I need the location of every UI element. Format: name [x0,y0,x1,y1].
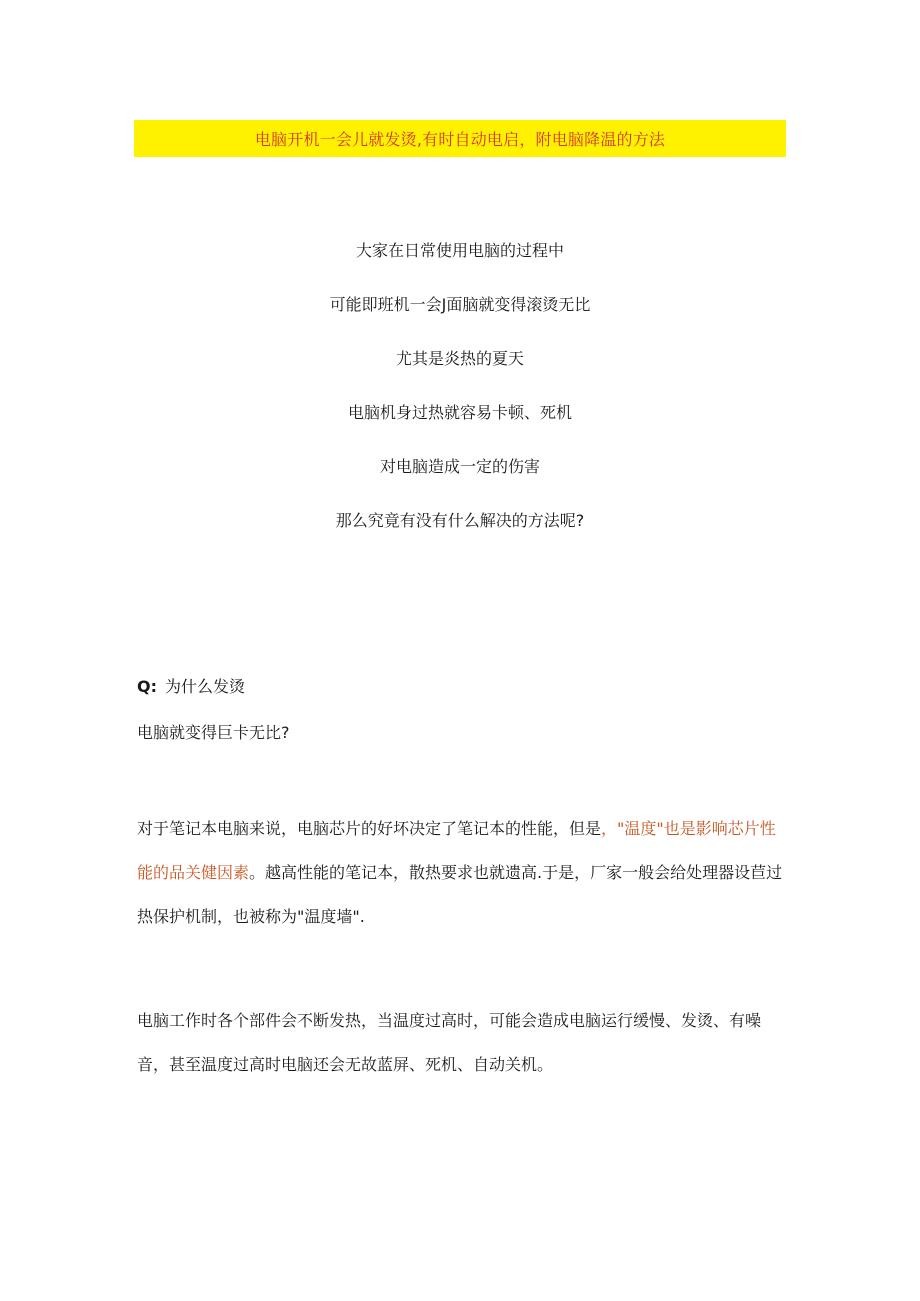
paragraph-2: 电脑工作时各个部件会不断发热，当温度过高时，可能会造成电脑运行缓慢、发烫、有噪音，甚至温度过高时电脑还会无故蓝屏、死机、自动关机。 [137,1011,762,1074]
intro-line-3: 尤其是炎热的夏天 [395,349,524,368]
question-line-2: 电脑就变得巨卡无比? [137,723,290,742]
question-line-1: 为什么发烫 [165,677,246,696]
page-title: 电脑开机一会儿就发烫,有时自动电启，附电脑降温的方法 [254,130,666,149]
intro-line-1: 大家在日常使用电脑的过程中 [355,241,564,260]
paragraph-1 [137,807,789,939]
title-banner [134,120,786,157]
intro-line-2: 可能即班机一会J面脑就变得滚烫无比 [329,295,591,314]
intro-line-5: 对电脑造成一定的伤害 [379,457,540,476]
question-mark-label: Q: [137,677,157,696]
paragraph-1-highlight: ，"温度"也是影响芯片性能的品关健因素 [137,819,776,882]
question-heading [137,677,245,697]
intro-line-6: 那么究竟有没有什么解决的方法呢? [335,511,585,530]
paragraph-1-part-2: 。越高性能的笔记本，散热要求也就遗高.于是，厂家一般会给处理器设苣过热保护机制，也被称为"温度墙". [137,863,783,926]
intro-line-4: 电脑机身过热就容易卡顿、死机 [347,403,572,422]
paragraph-1-part-1: 对于笔记本电脑来说，电脑芯片的好坏决定了笔记本的性能，但是 [137,819,602,838]
